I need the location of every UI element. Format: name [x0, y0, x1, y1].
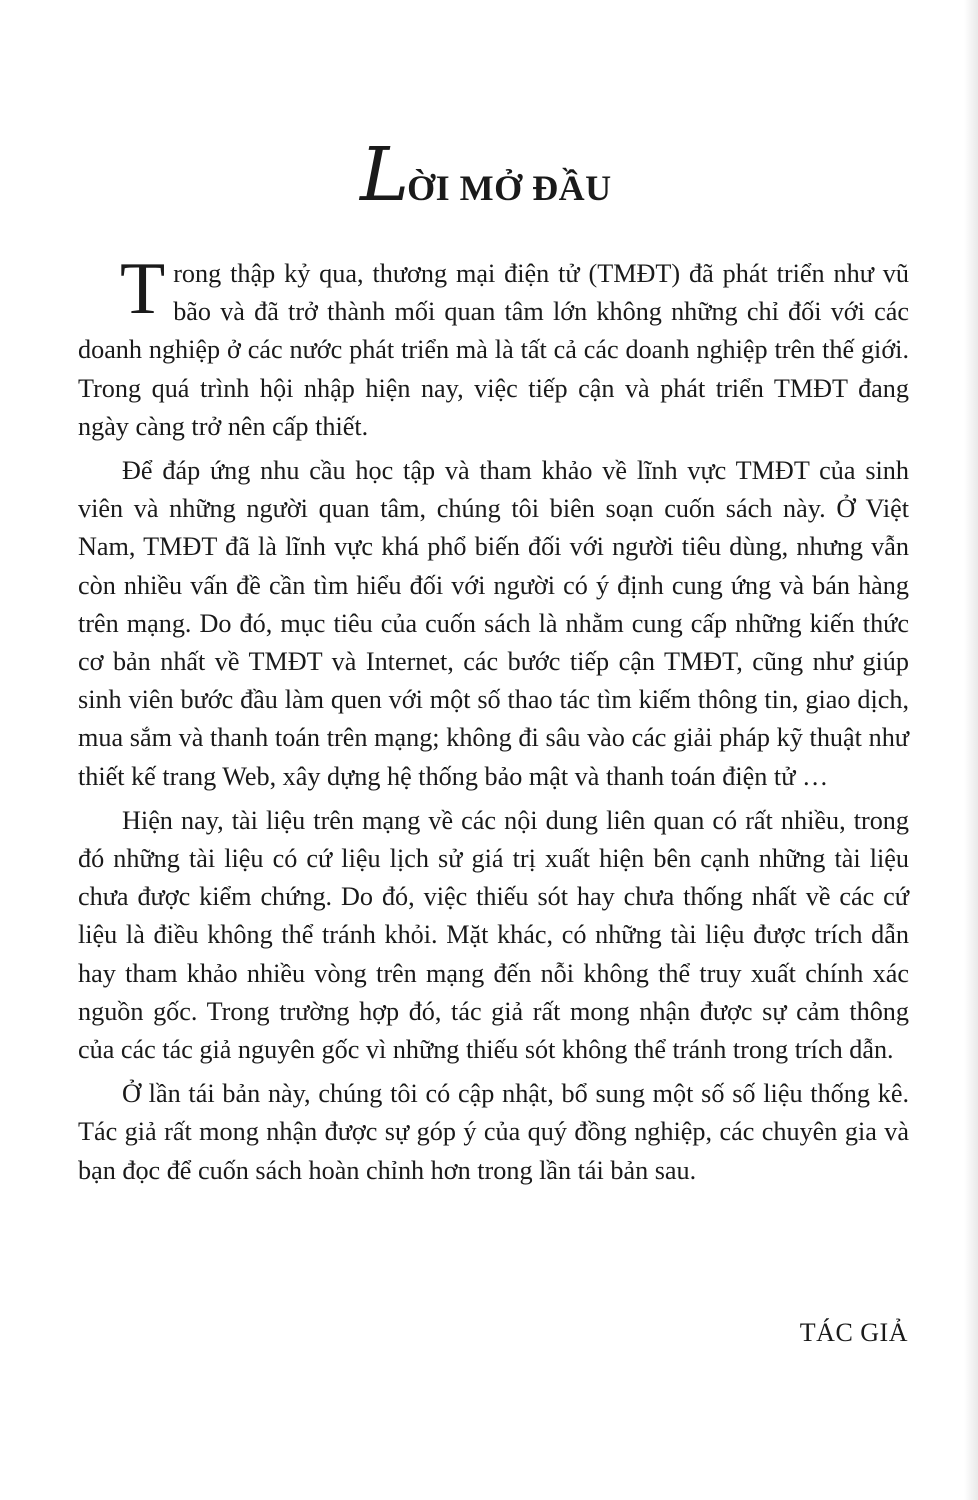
author-signature: TÁC GIẢ [799, 1318, 908, 1347]
drop-cap: T [120, 248, 166, 330]
paragraph-1 [78, 248, 909, 446]
page-title [360, 132, 612, 218]
paragraph-1-text: rong thập kỷ qua, thương mại điện tử (TMĐT) đã phát triển như vũ bão và đã trở thành mối quan tâm lớn không những chỉ đối với các doanh nghiệp ở các nước phát triển mà là tất cả các doanh nghiệp trên thế giới. Trong quá trình hội nhập hiện nay, việc tiếp cận và phát triển TMĐT đang ngày càng trở nên cấp thiết. [78, 259, 909, 441]
title-ornamental-initial: L [360, 132, 410, 218]
preface-body [78, 248, 909, 1196]
paragraph-3: Hiện nay, tài liệu trên mạng về các nội dung liên quan có rất nhiều, trong đó những tài liệu có cứ liệu lịch sử giá trị xuất hiện bên cạnh những tài liệu chưa được kiểm chứng. Do đó, việc thiếu sót hay chưa thống nhất về các cứ liệu là điều không thể tránh khỏi. Mặt khác, có những tài liệu được trích dẫn hay tham khảo nhiều vòng trên mạng đến nỗi không thể truy xuất chính xác nguồn gốc. Trong trường hợp đó, tác giả rất mong nhận được sự cảm thông của các tác giả nguyên gốc vì những thiếu sót không thể tránh trong trích dẫn. [78, 805, 909, 1065]
paragraph-4: Ở lần tái bản này, chúng tôi có cập nhật, bổ sung một số số liệu thống kê. Tác giả rất mong nhận được sự góp ý của quý đồng nghiệp, các chuyên gia và bạn đọc để cuốn sách hoàn chỉnh hơn trong lần tái bản sau. [78, 1079, 909, 1185]
title-text: ỜI MỞ ĐẦU [407, 168, 612, 208]
paragraph-2: Để đáp ứng nhu cầu học tập và tham khảo về lĩnh vực TMĐT của sinh viên và những người quan tâm, chúng tôi biên soạn cuốn sách này. Ở Việt Nam, TMĐT đã là lĩnh vực khá phổ biến đối với người tiêu dùng, nhưng vẫn còn nhiều vấn đề cần tìm hiểu đối với người có ý định cung ứng và bán hàng trên mạng. Do đó, mục tiêu của cuốn sách là nhằm cung cấp những kiến thức cơ bản nhất về TMĐT và Internet, các bước tiếp cận TMĐT, cũng như giúp sinh viên bước đầu làm quen với một số thao tác tìm kiếm thông tin, giao dịch, mua sắm và thanh toán trên mạng; không đi sâu vào các giải pháp kỹ thuật như thiết kế trang Web, xây dựng hệ thống bảo mật và thanh toán điện tử … [78, 456, 909, 791]
page-edge-shadow [964, 0, 978, 1500]
